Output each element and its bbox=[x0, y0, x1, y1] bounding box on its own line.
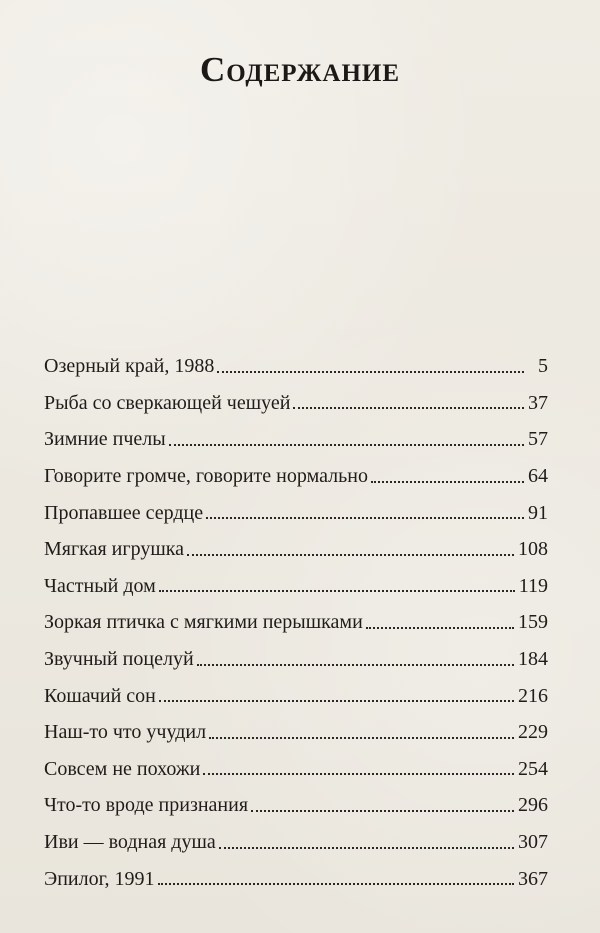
dot-leader bbox=[197, 663, 514, 666]
toc-entry bbox=[44, 568, 548, 605]
toc-entry bbox=[44, 458, 548, 495]
toc-entry bbox=[44, 751, 548, 788]
toc-entry-page: 254 bbox=[518, 757, 548, 780]
toc-entry-title: Звучный поцелуй bbox=[44, 648, 194, 671]
dot-leader bbox=[293, 406, 524, 409]
toc-entry bbox=[44, 824, 548, 861]
table-of-contents bbox=[44, 348, 548, 897]
toc-entry-page: 159 bbox=[518, 611, 548, 634]
toc-entry bbox=[44, 494, 548, 531]
dot-leader bbox=[219, 846, 514, 849]
toc-entry-page: 296 bbox=[518, 794, 548, 817]
toc-entry-page: 5 bbox=[538, 355, 548, 378]
toc-entry bbox=[44, 677, 548, 714]
toc-entry-page: 64 bbox=[528, 465, 548, 488]
toc-entry-title: Кошачий сон bbox=[44, 684, 156, 707]
toc-entry-title: Что-то вроде признания bbox=[44, 794, 249, 817]
toc-entry-title: Частный дом bbox=[44, 574, 156, 597]
dot-leader bbox=[371, 480, 524, 483]
toc-entry bbox=[44, 604, 548, 641]
dot-leader bbox=[158, 882, 514, 885]
toc-entry bbox=[44, 641, 548, 678]
toc-entry-title: Совсем не похожи bbox=[44, 757, 201, 780]
toc-entry-page: 119 bbox=[518, 574, 548, 597]
toc-entry-page: 367 bbox=[518, 867, 548, 890]
toc-entry bbox=[44, 531, 548, 568]
toc-entry-title: Наш-то что учудил bbox=[44, 721, 207, 744]
toc-entry-page: 57 bbox=[528, 428, 548, 451]
toc-entry bbox=[44, 348, 548, 385]
toc-entry bbox=[44, 787, 548, 824]
dot-leader bbox=[187, 553, 514, 556]
toc-entry-title: Иви — водная душа bbox=[44, 831, 216, 854]
toc-entry bbox=[44, 860, 548, 897]
dot-leader bbox=[206, 516, 524, 519]
toc-entry bbox=[44, 714, 548, 751]
toc-entry-page: 91 bbox=[528, 501, 548, 524]
page-title: Содержание bbox=[199, 50, 401, 90]
toc-entry-page: 184 bbox=[518, 648, 548, 671]
toc-entry-title: Пропавшее сердце bbox=[44, 501, 204, 524]
toc-entry-title: Зимние пчелы bbox=[44, 428, 166, 451]
toc-entry-title: Озерный край, 1988 bbox=[44, 355, 215, 378]
toc-entry-page: 216 bbox=[518, 684, 548, 707]
toc-entry bbox=[44, 385, 548, 422]
toc-entry-title: Зоркая птичка с мягкими перышками bbox=[44, 611, 363, 634]
dot-leader bbox=[209, 736, 514, 739]
dot-leader bbox=[217, 370, 524, 373]
dot-leader bbox=[203, 772, 514, 775]
toc-entry-page: 307 bbox=[518, 831, 548, 854]
toc-entry-title: Эпилог, 1991 bbox=[44, 867, 155, 890]
dot-leader bbox=[251, 809, 514, 812]
dot-leader bbox=[159, 589, 515, 592]
toc-entry-page: 108 bbox=[518, 538, 548, 561]
toc-entry-title: Рыба со сверкающей чешуей bbox=[44, 391, 291, 414]
toc-entry-page: 229 bbox=[518, 721, 548, 744]
dot-leader bbox=[169, 443, 524, 446]
toc-entry bbox=[44, 421, 548, 458]
dot-leader bbox=[159, 699, 514, 702]
dot-leader bbox=[366, 626, 514, 629]
toc-entry-page: 37 bbox=[528, 391, 548, 414]
toc-entry-title: Мягкая игрушка bbox=[44, 538, 185, 561]
toc-entry-title: Говорите громче, говорите нормально bbox=[44, 465, 368, 488]
